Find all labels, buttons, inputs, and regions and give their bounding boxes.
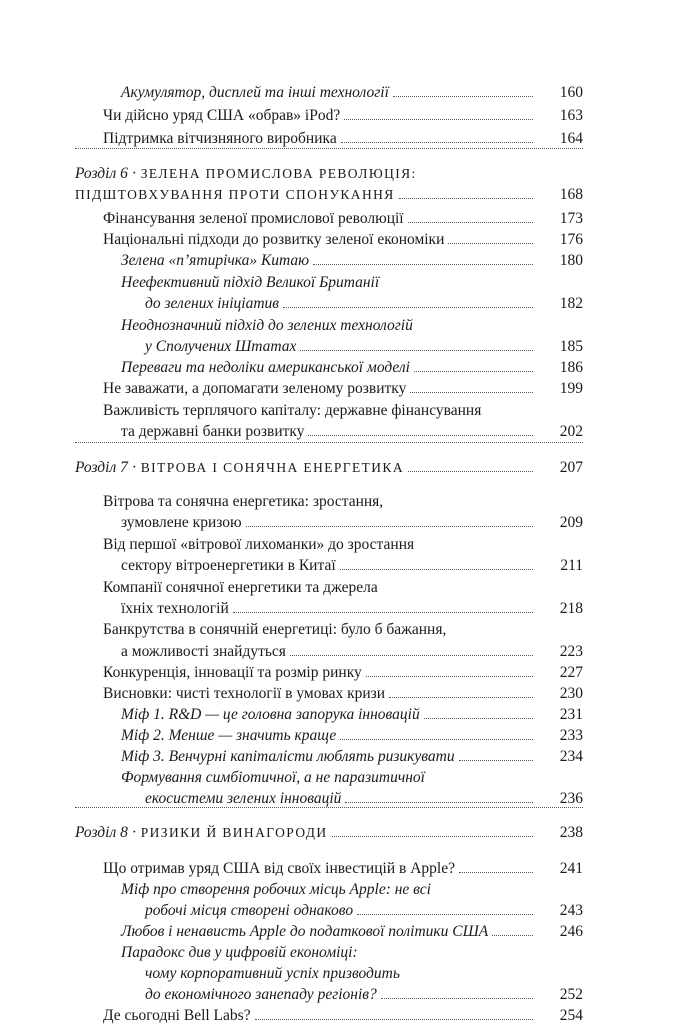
dot-leader: [255, 1019, 533, 1020]
page-number: 241: [559, 860, 583, 877]
section-divider: [75, 807, 583, 808]
entry-title: Акумулятор, дисплей та інші технології: [121, 84, 389, 101]
page-number: 246: [559, 923, 583, 940]
toc-subentry[interactable]: [121, 80, 539, 102]
page-number: 173: [559, 210, 583, 227]
dot-leader: [345, 802, 533, 803]
chapter-heading-line2[interactable]: [75, 182, 539, 204]
toc-entry[interactable]: [121, 510, 539, 532]
entry-title: зумовлене кризою: [121, 514, 242, 531]
toc-entry[interactable]: [103, 227, 539, 249]
page-number: 252: [559, 986, 583, 1003]
toc-subentry[interactable]: [121, 355, 539, 377]
page-number: 168: [559, 186, 583, 203]
toc-entry[interactable]: [103, 398, 539, 420]
section-divider: [75, 442, 583, 443]
toc-entry[interactable]: [103, 489, 539, 511]
page-number: 180: [559, 252, 583, 269]
chapter-title: ЗЕЛЕНА ПРОМИСЛОВА РЕВОЛЮЦІЯ:: [140, 166, 417, 181]
page-number: 230: [559, 685, 583, 702]
entry-title: Неефективний підхід Великої Британії: [121, 274, 380, 291]
entry-title: Любов і ненависть Apple до податкової політики США: [121, 923, 489, 940]
entry-title: Національні підходи до розвитку зеленої економіки: [103, 231, 445, 248]
dot-leader: [410, 392, 533, 393]
page-number: 231: [559, 706, 583, 723]
toc-entry[interactable]: [103, 532, 539, 554]
toc-subentry[interactable]: [121, 744, 539, 766]
entry-title: Важливість терплячого капіталу: державне фінансування: [103, 402, 482, 419]
dot-leader: [246, 526, 533, 527]
page-number: 185: [559, 338, 583, 355]
page-number: 227: [559, 664, 583, 681]
page-number: 199: [559, 380, 583, 397]
toc-subentry[interactable]: [121, 877, 539, 899]
toc-subentry[interactable]: [121, 313, 539, 335]
entry-title: Конкуренція, інновації та розмір ринку: [103, 664, 362, 681]
toc-entry[interactable]: [121, 639, 539, 661]
toc-entry[interactable]: [103, 856, 539, 878]
toc-entry[interactable]: [103, 126, 539, 148]
entry-title: Підтримка вітчизняного виробника: [103, 130, 337, 147]
toc-subentry[interactable]: [121, 248, 539, 270]
page-number: 236: [559, 790, 583, 807]
toc-entry[interactable]: [121, 596, 539, 618]
dot-leader: [399, 198, 533, 199]
page-number: 233: [559, 727, 583, 744]
dot-leader: [408, 471, 533, 472]
toc-entry[interactable]: [103, 103, 539, 125]
toc-subentry[interactable]: [121, 765, 539, 787]
entry-title: у Сполучених Штатах: [145, 338, 297, 355]
dot-leader: [340, 569, 533, 570]
toc-subentry[interactable]: [121, 723, 539, 745]
toc-entry[interactable]: [103, 660, 539, 682]
toc-subentry[interactable]: [145, 898, 539, 920]
dot-leader: [308, 435, 533, 436]
entry-title: Міф про створення робочих місць Apple: не всі: [121, 881, 431, 898]
toc-subentry[interactable]: [121, 702, 539, 724]
chapter-separator: ·: [127, 459, 141, 476]
dot-leader: [290, 655, 533, 656]
toc-subentry[interactable]: [145, 982, 539, 1004]
page-number: 254: [559, 1007, 583, 1024]
dot-leader: [341, 142, 533, 143]
entry-title: чому корпоративний успіх призводить: [145, 965, 400, 982]
toc-subentry[interactable]: [121, 940, 539, 962]
dot-leader: [357, 914, 533, 915]
chapter-label: Розділ 6: [75, 165, 128, 182]
toc-entry[interactable]: [121, 553, 539, 575]
dot-leader: [389, 697, 533, 698]
toc-subentry[interactable]: [145, 334, 539, 356]
chapter-label: Розділ 7: [75, 459, 128, 476]
page-number: 182: [559, 295, 583, 312]
entry-title: Неоднозначний підхід до зелених технологій: [121, 317, 413, 334]
entry-title: Парадокс див у цифровій економіці:: [121, 944, 358, 961]
page-number: 243: [559, 902, 583, 919]
entry-title: Чи дійсно уряд США «обрав» iPod?: [103, 107, 341, 124]
page-number: 163: [559, 107, 583, 124]
section-divider: [75, 148, 583, 149]
chapter-heading[interactable]: [75, 161, 513, 183]
dot-leader: [300, 350, 533, 351]
entry-title: Банкрутства в сонячній енергетиці: було б бажання,: [103, 621, 447, 638]
entry-title: до економічного занепаду регіонів?: [145, 986, 377, 1003]
entry-title: Не заважати, а допомагати зеленому розвитку: [103, 380, 407, 397]
page-number: 209: [559, 514, 583, 531]
entry-title: до зелених ініціатив: [145, 295, 280, 312]
toc-subentry[interactable]: [121, 270, 539, 292]
toc-entry[interactable]: [103, 1003, 539, 1025]
entry-title: Міф 2. Менше — значить краще: [121, 727, 337, 744]
dot-leader: [332, 836, 533, 837]
toc-subentry[interactable]: [145, 291, 539, 313]
entry-title: та державні банки розвитку: [121, 423, 305, 440]
dot-leader: [313, 264, 533, 265]
dot-leader: [283, 307, 533, 308]
chapter-label: Розділ 8: [75, 824, 128, 841]
chapter-heading[interactable]: [75, 455, 539, 477]
entry-title: робочі місця створені однаково: [145, 902, 354, 919]
page-number: 234: [559, 748, 583, 765]
page-number: 218: [559, 600, 583, 617]
entry-title: Вітрова та сонячна енергетика: зростання,: [103, 493, 384, 510]
page-number: 207: [559, 459, 583, 476]
entry-title: Міф 1. R&D — це головна запорука інновацій: [121, 706, 420, 723]
entry-title: Міф 3. Венчурні капіталісти люблять ризикувати: [121, 748, 455, 765]
toc-subentry[interactable]: [145, 786, 539, 808]
page-number: 186: [559, 359, 583, 376]
chapter-separator: ·: [127, 165, 141, 182]
entry-title: екосистеми зелених інновацій: [145, 790, 342, 807]
dot-leader: [366, 676, 533, 677]
entry-title: а можливості знайдуться: [121, 643, 286, 660]
toc-entry[interactable]: [103, 376, 539, 398]
toc-entry[interactable]: [121, 419, 539, 441]
page-number: 160: [559, 84, 583, 101]
dot-leader: [408, 222, 533, 223]
toc-entry[interactable]: [103, 206, 539, 228]
entry-title: Висновки: чисті технології в умовах кризи: [103, 685, 386, 702]
toc-entry[interactable]: [103, 575, 539, 597]
entry-title: Формування симбіотичної, а не паразитичної: [121, 769, 425, 786]
page-number: 176: [559, 231, 583, 248]
entry-title: Компанії сонячної енергетики та джерела: [103, 579, 378, 596]
chapter-title-continued: ПІДШТОВХУВАННЯ ПРОТИ СПОНУКАННЯ: [75, 187, 395, 202]
entry-title: Де сьогодні Bell Labs?: [103, 1007, 251, 1024]
entry-title: Зелена «п’ятирічка» Китаю: [121, 252, 310, 269]
page-number: 211: [560, 557, 583, 574]
toc-subentry[interactable]: [121, 919, 539, 941]
page-number: 202: [559, 423, 583, 440]
dot-leader: [414, 371, 533, 372]
page-number: 238: [559, 824, 583, 841]
entry-title: їхніх технологій: [121, 600, 229, 617]
toc-entry[interactable]: [103, 681, 539, 703]
page-number: 223: [559, 643, 583, 660]
page-number: 164: [559, 130, 583, 147]
dot-leader: [344, 119, 533, 120]
dot-leader: [340, 739, 533, 740]
chapter-heading[interactable]: [75, 820, 539, 842]
chapter-separator: ·: [127, 824, 141, 841]
entry-title: Переваги та недоліки американської моделі: [121, 359, 410, 376]
entry-title: Що отримав уряд США від своїх інвестицій в Apple?: [103, 860, 455, 877]
dot-leader: [393, 96, 533, 97]
entry-title: Від першої «вітрової лихоманки» до зростання: [103, 536, 415, 553]
dot-leader: [381, 998, 533, 999]
chapter-title: ВІТРОВА І СОНЯЧНА ЕНЕРГЕТИКА: [140, 460, 404, 475]
dot-leader: [233, 612, 533, 613]
toc-entry[interactable]: [103, 617, 539, 639]
entry-title: Фінансування зеленої промислової революції: [103, 210, 404, 227]
dot-leader: [424, 718, 533, 719]
chapter-title: РИЗИКИ Й ВИНАГОРОДИ: [140, 825, 328, 840]
toc-subentry[interactable]: [145, 961, 539, 983]
entry-title: сектору вітроенергетики в Китаї: [121, 557, 336, 574]
